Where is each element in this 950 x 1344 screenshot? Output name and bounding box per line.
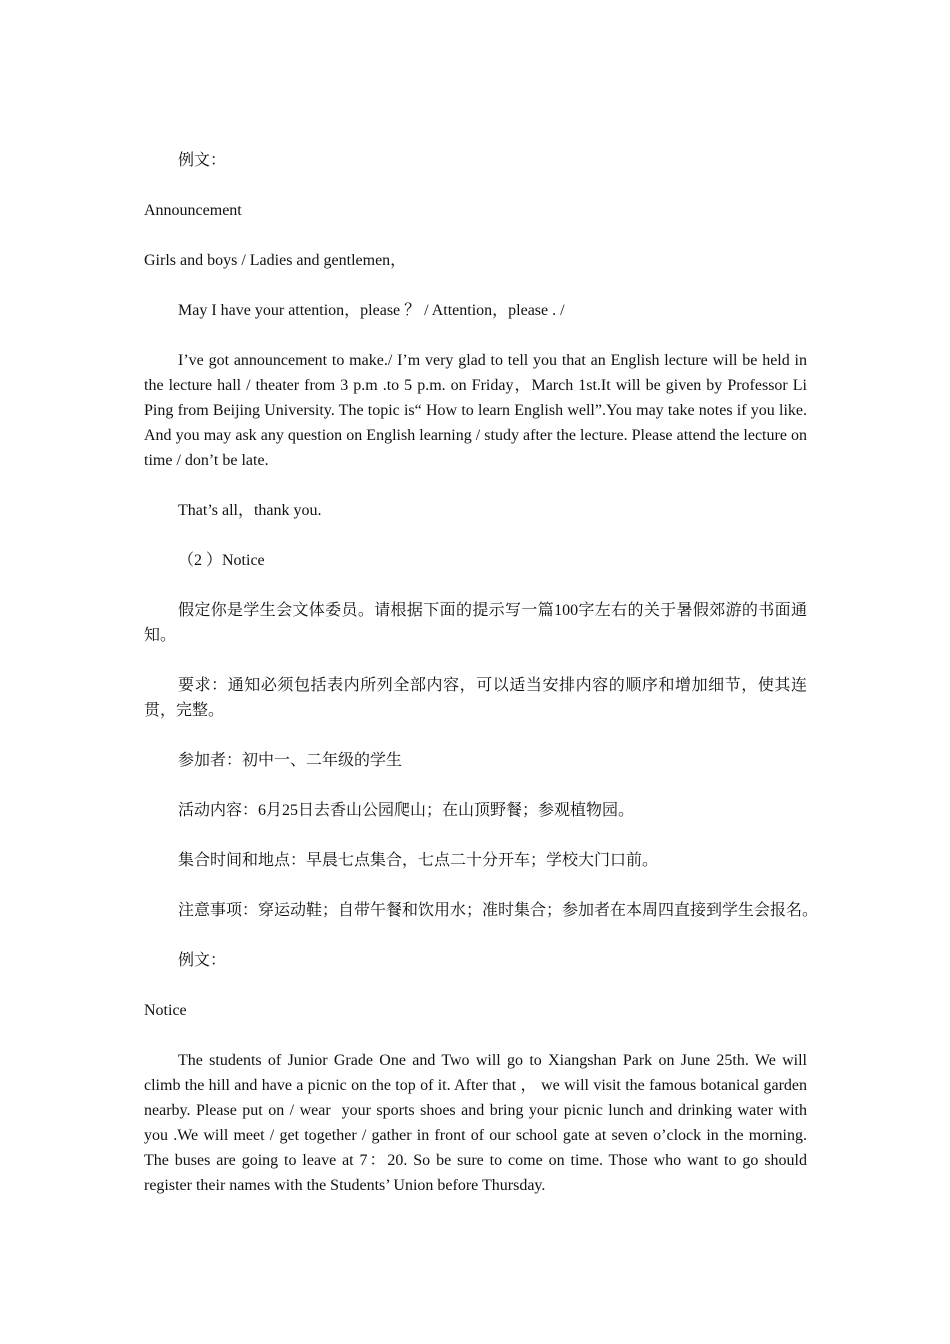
example-label: 例文：: [178, 952, 227, 969]
closing-line: That’s all，thank you.: [178, 502, 322, 519]
attention-line: May I have your attention，please ？ / Attention，please . /: [178, 302, 565, 319]
requirements-text: 要求：通知必须包括表内所列全部内容，可以适当安排内容的顺序和增加细节，使其连贯，完整。: [144, 677, 807, 719]
greeting-line: Girls and boys / Ladies and gentlemen，: [144, 252, 407, 269]
notice-body: The students of Junior Grade One and Two will go to Xiangshan Park on June 25th. We will climb the hill and have a picnic on the top of it. After that ， we will visit the famous botanical garden nearby. Please put on / wear your sports shoes and bring your picnic lunch and drinking water with you .We will meet / get together / gather in front of our school gate at seven o’clock in the morning. The buses are going to leave at 7：20. So be sure to come on time. Those who want to go should register their names with the Students’ Union before Thursday.: [144, 1052, 811, 1194]
meeting-time-place-item: 集合时间和地点：早晨七点集合，七点二十分开车；学校大门口前。: [178, 852, 659, 869]
example-label: 例文：: [178, 152, 227, 169]
participants-item: 参加者：初中一、二年级的学生: [178, 752, 403, 769]
announcement-body: I’ve got announcement to make./ I’m very glad to tell you that an English lecture will be held in the lecture hall / theater from 3 p.m .to 5 p.m. on Friday，March 1st.It will be given by Professor Li Ping from Beijing University. The topic is“ How to learn English well”.You may take notes if you like. And you may ask any question on English learning / study after the lecture. Please attend the lecture on time / don’t be late.: [144, 352, 811, 469]
announcement-title: Announcement: [144, 202, 242, 219]
task-prompt: 假定你是学生会文体委员。请根据下面的提示写一篇100字左右的关于暑假郊游的书面通知。: [144, 602, 807, 644]
notice-title: Notice: [144, 1002, 187, 1019]
notes-item: 注意事项：穿运动鞋；自带午餐和饮用水；准时集合；参加者在本周四直接到学生会报名。: [178, 902, 819, 919]
section-heading: （2 ）Notice: [178, 552, 265, 569]
activities-item: 活动内容：6月25日去香山公园爬山；在山顶野餐；参观植物园。: [178, 802, 635, 819]
document-content: [144, 148, 819, 1223]
